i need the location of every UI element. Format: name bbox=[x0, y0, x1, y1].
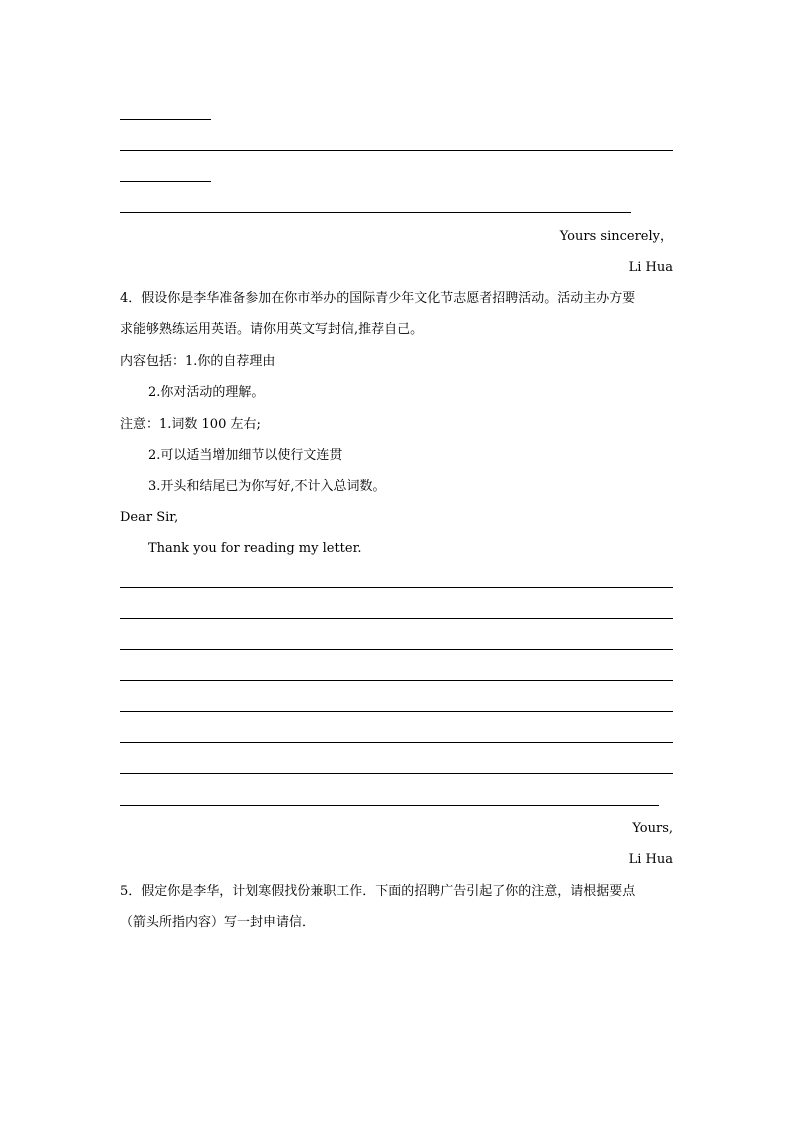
answer-line bbox=[120, 150, 673, 151]
q4-content-label: 内容包括：1.你的自荐理由 bbox=[120, 354, 276, 369]
writing-line bbox=[120, 742, 673, 743]
q4-signature: Li Hua bbox=[628, 852, 673, 867]
signature-li-hua: Li Hua bbox=[628, 260, 673, 275]
q4-content-item2: 2.你对活动的理解。 bbox=[148, 385, 265, 400]
q4-note2: 2.可以适当增加细节以使行文连贯 bbox=[148, 448, 343, 463]
answer-line-short bbox=[120, 119, 211, 120]
q4-greeting: Dear Sir, bbox=[120, 510, 179, 525]
q4-notes-label: 注意：1.词数 100 左右; bbox=[120, 417, 261, 432]
q4-closing: Yours, bbox=[632, 821, 673, 836]
q4-prompt-line1: 4．假设你是李华准备参加在你市举办的国际青少年文化节志愿者招聘活动。活动主办方要 bbox=[120, 291, 636, 306]
answer-line-short bbox=[120, 181, 211, 182]
writing-line bbox=[120, 618, 673, 619]
q4-note3: 3.开头和结尾已为你写好,不计入总词数。 bbox=[148, 479, 386, 494]
writing-line bbox=[120, 649, 673, 650]
writing-line bbox=[120, 587, 673, 588]
q4-prompt-line2: 求能够熟练运用英语。请你用英文写封信,推荐自己。 bbox=[120, 322, 424, 337]
closing-yours-sincerely: Yours sincerely， bbox=[559, 229, 673, 244]
writing-line bbox=[120, 711, 673, 712]
writing-line bbox=[120, 805, 659, 806]
writing-line bbox=[120, 680, 673, 681]
q4-opening-sentence: Thank you for reading my letter. bbox=[148, 541, 362, 556]
q5-prompt-line2: （箭头所指内容）写一封申请信． bbox=[120, 915, 316, 930]
q5-prompt-line1: 5．假定你是李华，计划寒假找份兼职工作．下面的招聘广告引起了你的注意，请根据要点 bbox=[120, 884, 636, 899]
answer-line bbox=[120, 212, 631, 213]
writing-line bbox=[120, 773, 673, 774]
